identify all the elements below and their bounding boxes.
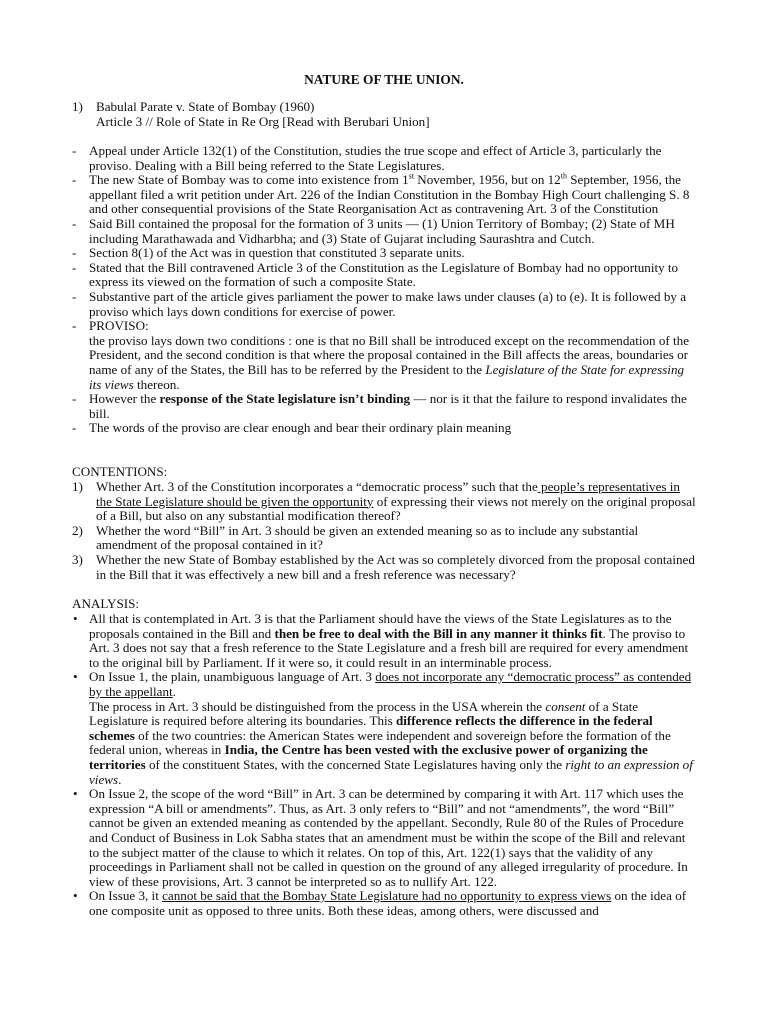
dash-marker: - bbox=[72, 391, 77, 407]
analysis-heading: ANALYSIS: bbox=[72, 596, 140, 611]
bullet-marker: • bbox=[73, 611, 78, 626]
list-item: - Said Bill contained the proposal for the formation of 3 units — (1) Union Territory of Bombay; (2) State of MH including Marathawada and Vidharbha; and (3) State of Gujarat including Saurashtra and Cutch. bbox=[72, 215, 675, 246]
dash-marker: - bbox=[72, 420, 77, 436]
case-name: Babulal Parate v. State of Bombay (1960) bbox=[96, 99, 315, 114]
list-item: - The new State of Bombay was to come into existence from 1st November, 1956, but on 12th September, 1956, the appellant filed a writ petition under Art. 226 of the Indian Constitution in the Bombay High Court challenging S. 8 and other consequential provisions of the State Reorganisation Act as contravening Art. 3 of the Constitution bbox=[72, 171, 690, 217]
analysis-list bbox=[72, 612, 698, 918]
dash-marker: - bbox=[72, 215, 77, 231]
list-item: - Stated that the Bill contravened Article 3 of the Constitution as the Legislature of Bombay had no opportunity to express its viewed on the formation of such a composite State. bbox=[72, 259, 679, 290]
dash-marker: - bbox=[72, 143, 77, 158]
list-item: • On Issue 3, it cannot be said that the Bombay State Legislature had no opportunity to express views on the idea of one composite unit as opposed to three units. Both these ideas, among others, were discussed and bbox=[73, 888, 687, 918]
bullet-marker: • bbox=[73, 888, 78, 904]
list-item: • On Issue 1, the plain, unambiguous language of Art. 3 does not incorporate any “democratic process” as contended by the appellant. The process in Art. 3 should be distinguished from the process in the USA wherein the consent of a State Legislature is required before altering its boundaries. This difference reflects the difference in the federal schemes of the two countries: the American States were independent and sovereign before the formation of the federal union, whereas in India, the Centre has been vested with the exclusive power of organizing the territories of the constituent States, with the concerned State Legislatures having only the right to an expression of views. bbox=[73, 669, 693, 787]
page-title: NATURE OF THE UNION. bbox=[304, 72, 464, 87]
contentions-list bbox=[72, 480, 698, 582]
case-number: 1) bbox=[72, 99, 83, 114]
list-item: - PROVISO: the proviso lays down two conditions : one is that no Bill shall be introduced except on the recommendation of the President, and the second condition is that where the proposal contained in the Bill affects the areas, boundaries or name of any of the States, the Bill has to be referred by the President to the Legislature of the State for expressing its views thereon. bbox=[72, 318, 690, 392]
list-item: • On Issue 2, the scope of the word “Bill” in Art. 3 can be determined by comparing it with Art. 117 which uses the expression “A bill or amendments”. Thus, as Art. 3 only refers to “Bill” and not “amendments”, the word “Bill” cannot be given an extended meaning as contended by the appellant. Secondly, Rule 80 of the Rules of Procedure and Conduct of Business in Lok Sabha states that an amendment must be within the scope of the Bill and relevant to the subject matter of the clause to which it relates. On top of this, Art. 122(1) says that the validity of any proceedings in Parliament shall not be called in question on the ground of any alleged irregularity of procedure. In view of these provisions, Art. 3 cannot be interpreted so as to nullify Art. 122. bbox=[73, 786, 688, 889]
facts-list bbox=[72, 144, 698, 436]
list-item: • All that is contemplated in Art. 3 is that the Parliament should have the views of the State Legislatures as to the proposals contained in the Bill and then be free to deal with the Bill in any manner it thinks fit. The proviso to Art. 3 does not say that a fresh reference to the State Legislature and a fresh bill are required for every amendment to the original bill by Parliament. If it were so, it could result in an interminable process. bbox=[73, 611, 689, 670]
proviso-label: PROVISO: bbox=[89, 318, 149, 334]
list-item: 1) Whether Art. 3 of the Constitution incorporates a “democratic process” such that the people’s representatives in the State Legislature should be given the opportunity of expressing their views not merely on the original proposal of a Bill, but also on any substantial modification thereof? bbox=[72, 479, 696, 524]
contentions-heading: CONTENTIONS: bbox=[72, 464, 168, 479]
list-item: 3) Whether the new State of Bombay established by the Act was so completely divorced from the proposal contained in the Bill that it was effectively a new bill and a fresh reference was necessary? bbox=[72, 551, 695, 582]
list-item: - Appeal under Article 132(1) of the Constitution, studies the true scope and effect of Article 3, particularly the proviso. Dealing with a Bill being referred to the State Legislatures. bbox=[72, 143, 662, 173]
dash-marker: - bbox=[72, 259, 77, 275]
case-heading bbox=[72, 100, 698, 129]
bullet-marker: • bbox=[73, 786, 78, 802]
list-item: 2) Whether the word “Bill” in Art. 3 should be given an extended meaning so as to include any substantial amendment of the proposal contained in it? bbox=[72, 522, 639, 553]
list-item: - Section 8(1) of the Act was in question that constituted 3 separate units. bbox=[72, 245, 465, 261]
case-subtitle: Article 3 // Role of State in Re Org [Read with Berubari Union] bbox=[96, 113, 430, 129]
dash-marker: - bbox=[72, 318, 77, 334]
list-item: - The words of the proviso are clear enough and bear their ordinary plain meaning bbox=[72, 420, 512, 436]
dash-marker: - bbox=[72, 245, 77, 261]
dash-marker: - bbox=[72, 172, 77, 188]
list-item: - Substantive part of the article gives parliament the power to make laws under clauses (a) to (e). It is followed by a proviso which lays down conditions for exercise of power. bbox=[72, 288, 687, 319]
bullet-marker: • bbox=[73, 669, 78, 685]
list-item: - However the response of the State legislature isn’t binding — nor is it that the failure to respond invalidates the bill. bbox=[72, 391, 687, 421]
dash-marker: - bbox=[72, 288, 77, 304]
